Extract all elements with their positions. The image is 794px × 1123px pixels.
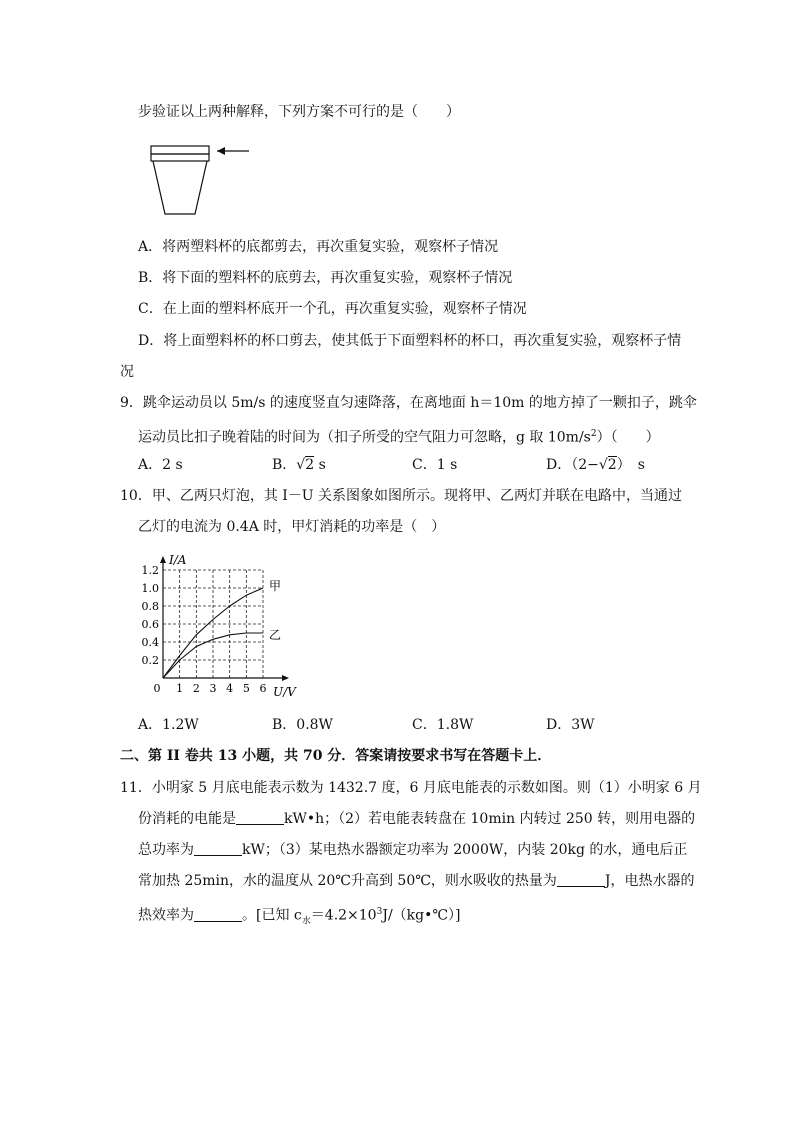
x-tick-label: 4 [226,682,234,695]
q10-option-a: A．1.2W [138,717,199,733]
x-tick-label: 1 [176,682,184,695]
y-tick-label: 0.8 [141,600,159,613]
arrow-head-icon [217,147,225,155]
x-axis-arrow-icon [282,675,289,681]
q10-option-b: B．0.8W [272,717,333,733]
q8-option-c: C．在上面的塑料杯底开一个孔，再次重复实验，观察杯子情况 [138,301,527,317]
y-tick-label: 0.2 [141,654,159,667]
y-axis-label: I/A [169,553,187,567]
q10-line1: 10．甲、乙两只灯泡，其 I－U 关系图象如图所示。现将甲、乙两灯并联在电路中，当通过 [120,488,683,504]
q11-line3-text: 总功率为 [138,842,194,858]
series-label-1: 甲 [269,579,282,593]
q11-line5-text: 热效率为 [138,907,194,924]
q11-line1: 11．小明家 5 月底电能表示数为 1432.7 度，6 月底电能表的示数如图。则（1）小明家 6 月 [120,780,702,796]
sqrt-icon: √ [296,457,306,473]
answer-blank[interactable] [236,810,284,825]
y-tick-label: 1.0 [141,582,159,595]
q11-line5-end: J/（kg•℃）] [382,907,461,924]
series-label-2: 乙 [269,628,282,642]
q11-line2-end: kW•h；（2）若电能表转盘在 10min 内转过 250 转，则用电器的 [284,811,696,827]
q11-line5-mid: 。[已知 c [242,907,302,924]
answer-blank[interactable] [557,872,605,887]
q11-line5-mid2: ＝4.2×10 [310,907,377,924]
y-tick-label: 0.4 [141,636,159,649]
x-tick-label: 3 [209,682,217,695]
iu-chart [138,548,308,708]
q9-line2 [138,424,660,448]
cup-body [153,161,207,214]
q9-option-b-radicand: 2 [305,457,315,473]
x-tick-label: 2 [192,682,200,695]
q8-option-d: D．将上面塑料杯的杯口剪去，使其低于下面塑料杯的杯口，再次重复实验，观察杯子情 [138,333,682,349]
q8-option-a: A．将两塑料杯的底都剪去，再次重复实验，观察杯子情况 [138,239,499,255]
q11-subscript: 水 [301,916,311,927]
q11-line4-text: 常加热 25min，水的温度从 20℃升高到 50℃，则水吸收的热量为 [138,873,557,889]
q11-line5 [138,902,460,931]
q11-line3-end: kW；（3）某电热水器额定功率为 2000W，内装 20kg 的水，通电后正 [242,842,688,858]
y-axis-arrow-icon [160,556,166,563]
q8-option-b: B．将下面的塑料杯的底剪去，再次重复实验，观察杯子情况 [138,270,513,286]
upper-cup-rim [151,146,209,154]
x-tick-label: 0 [153,682,161,695]
q9-line2-end: ）（ ） [596,429,660,446]
q9-option-c: C．1 s [412,457,458,473]
y-tick-label: 0.6 [141,618,159,631]
q11-line3 [138,840,687,860]
q8-option-d-wrap: 况 [120,364,134,380]
q9-option-b [272,455,326,475]
q8-stem-tail: 步验证以上两种解释，下列方案不可行的是（ ） [138,104,460,120]
q9-option-d-unit: ） s [616,457,645,473]
stacked-cups-figure [145,140,255,220]
y-tick-label: 1.2 [141,564,159,577]
x-tick-label: 6 [259,682,267,695]
q11-line4 [138,871,695,891]
q9-exponent: 2 [590,429,597,439]
answer-blank[interactable] [194,907,242,922]
sqrt-icon: √ [598,457,608,473]
q11-exponent: 3 [376,907,383,917]
q11-line2 [138,809,695,829]
x-tick-label: 5 [242,682,250,695]
q10-option-d: D．3W [546,717,595,733]
q9-line1: 9．跳伞运动员以 5m/s 的速度竖直匀速降落，在离地面 h＝10m 的地方掉了一颗扣子，跳伞 [120,395,697,411]
section2-heading: 二、第 II 卷共 13 小题，共 70 分．答案请按要求书写在答题卡上． [120,748,552,764]
q9-option-a: A．2 s [138,457,183,473]
q9-option-b-label: B． [272,457,297,473]
q9-option-d-label: D．（2− [546,457,599,473]
q9-line2-text: 运动员比扣子晚着陆的时间为（扣子所受的空气阻力可忽略，g 取 10m/s [138,429,591,446]
lower-cup-rim [151,154,209,161]
q10-option-c: C．1.8W [412,717,474,733]
q9-option-d-radicand: 2 [607,457,617,473]
q9-option-d [546,455,645,475]
q11-line2-text: 份消耗的电能是 [138,811,236,827]
q11-line4-end: J，电热水器的 [604,873,695,889]
q9-option-b-unit: s [314,457,326,473]
x-axis-label: U/V [273,685,296,699]
q10-line2: 乙灯的电流为 0.4A 时，甲灯消耗的功率是（ ） [138,519,446,535]
answer-blank[interactable] [194,841,242,856]
